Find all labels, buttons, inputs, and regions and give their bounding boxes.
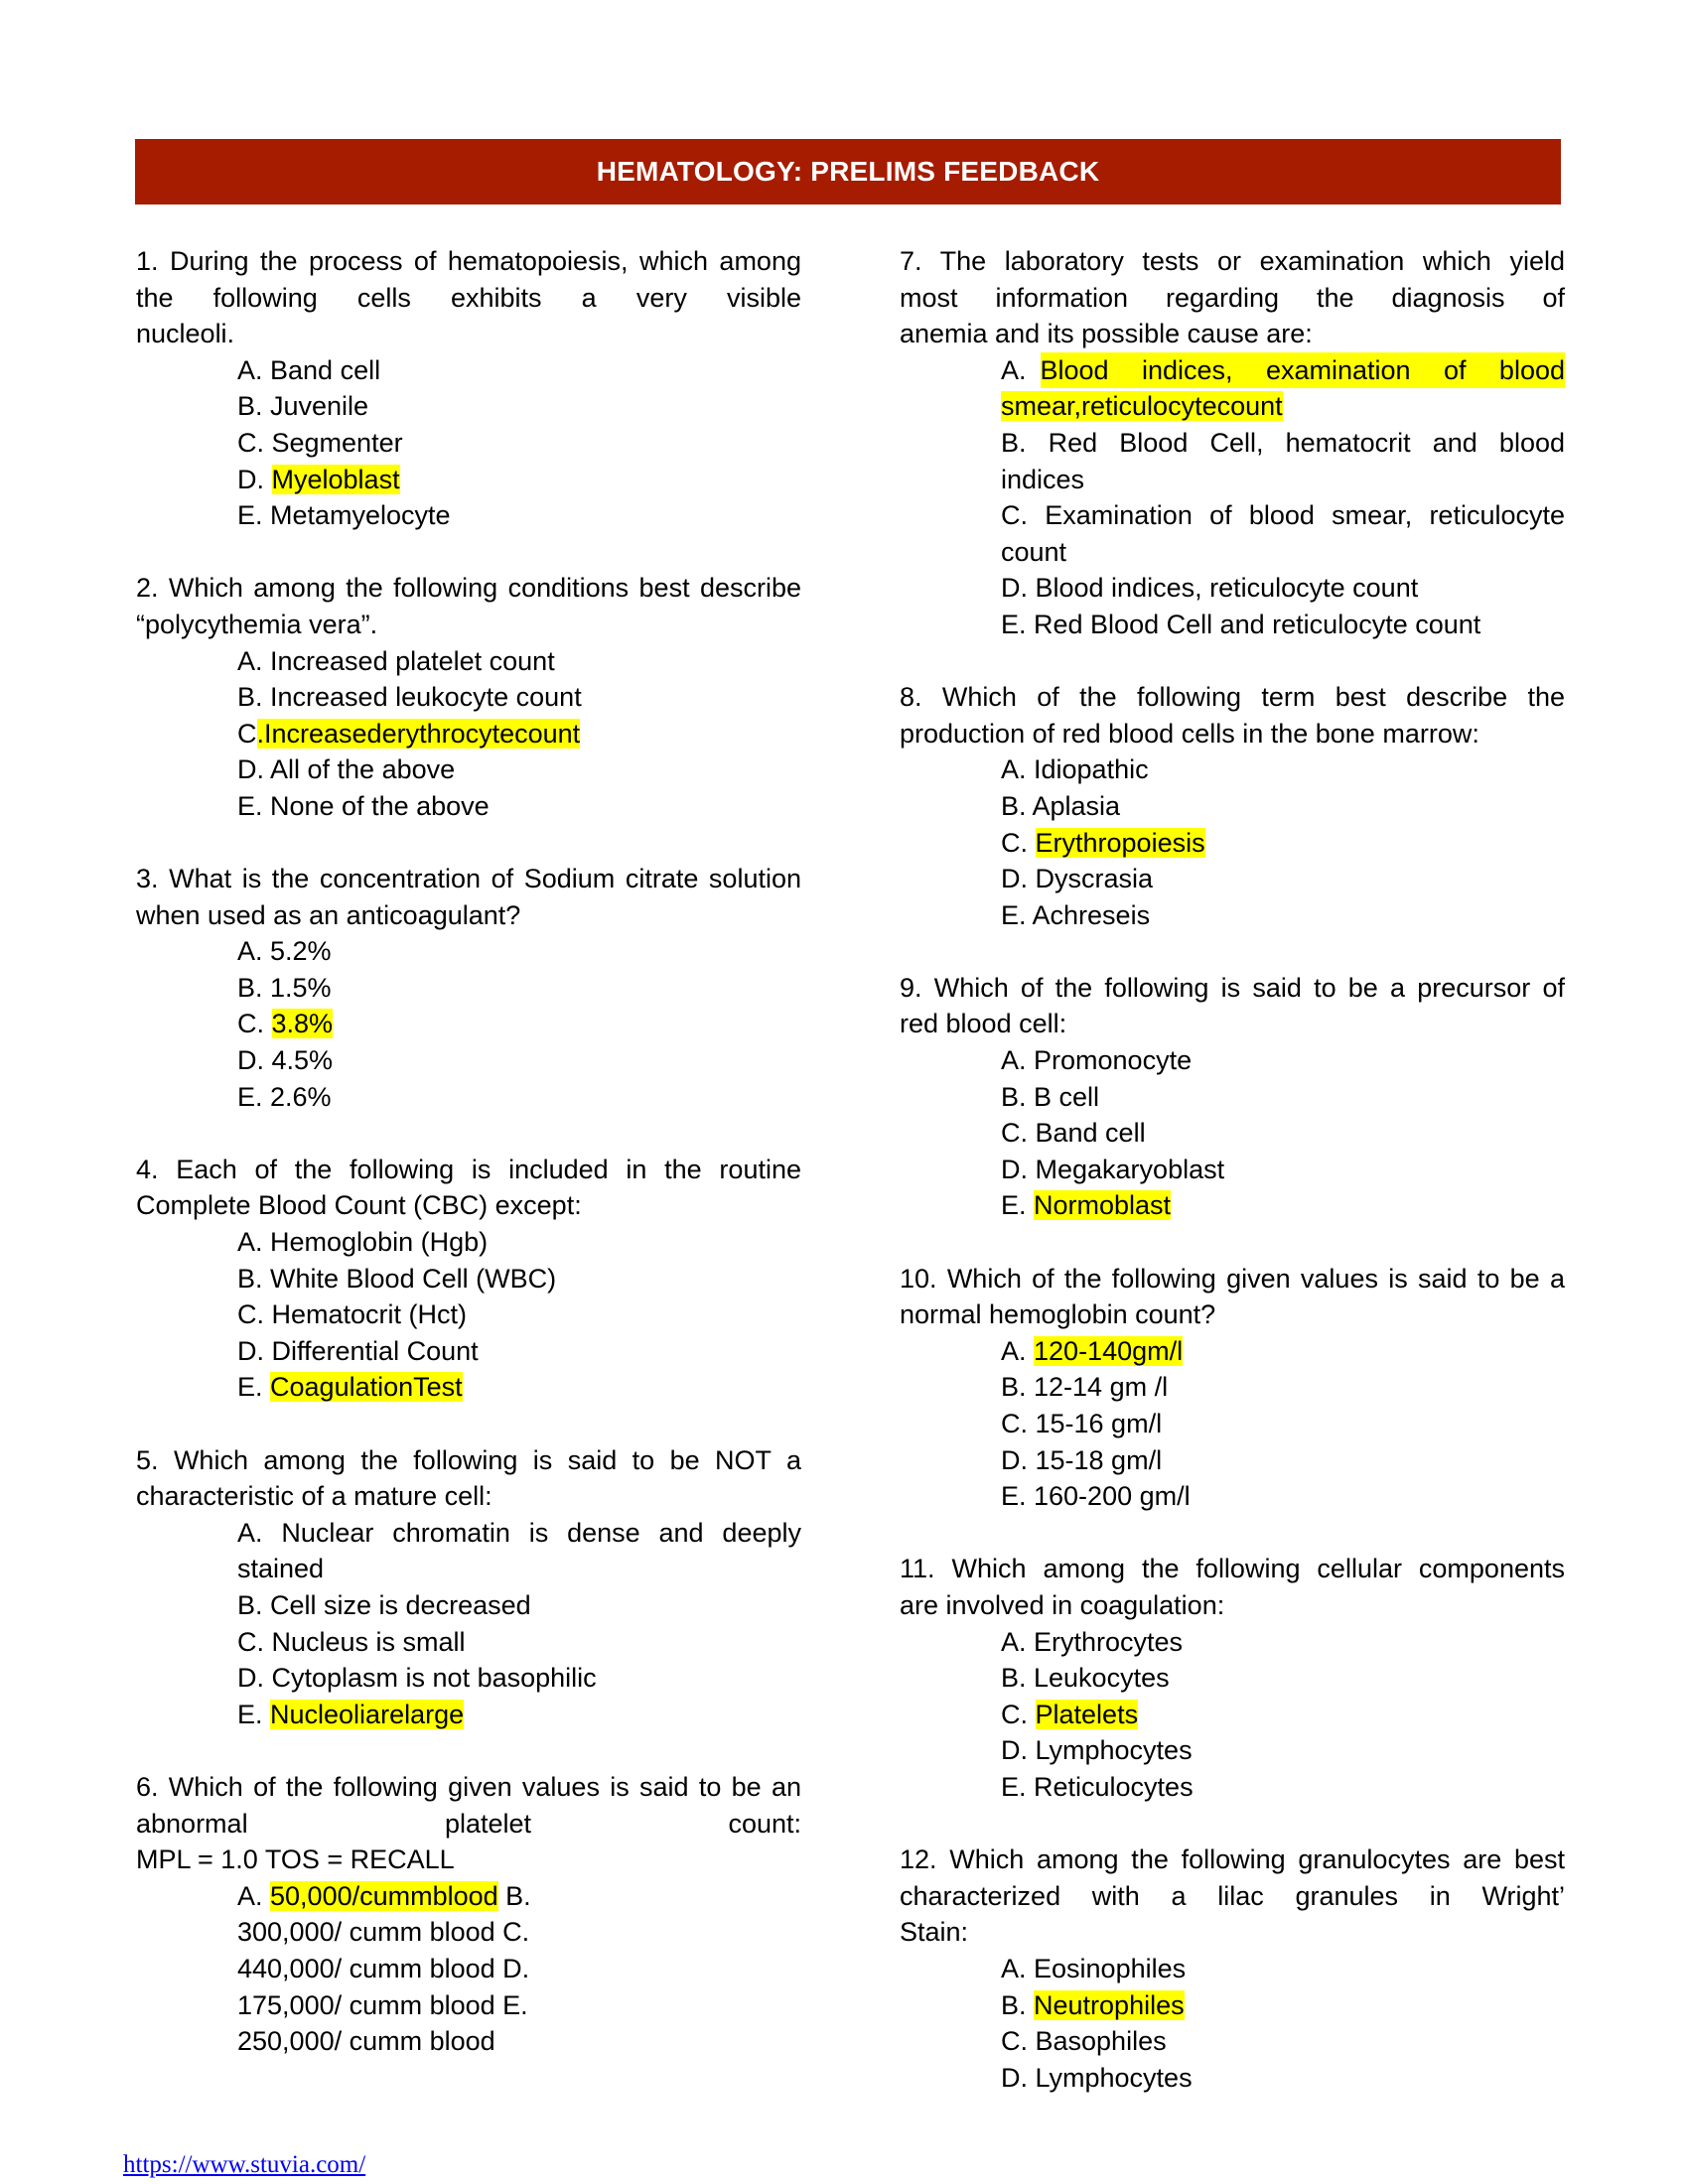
option-text: D. All of the above <box>237 754 456 785</box>
question-block <box>136 1152 801 1406</box>
answer-option <box>1001 2060 1565 2097</box>
question-stem-line: 6. Which of the following given values is said to be an <box>136 1771 801 1802</box>
question-stem-line: 2. Which among the following conditions best describe <box>136 573 801 604</box>
footer-link[interactable]: https://www.stuvia.com/ <box>123 2151 366 2178</box>
question-stem-line: 10. Which of the following given values is said to be a <box>900 1263 1565 1294</box>
option-text: B. Juvenile <box>237 391 369 422</box>
option-text: E. None of the above <box>237 790 490 821</box>
option-text: A. Erythrocytes <box>1001 1626 1184 1657</box>
answer-option <box>1001 1987 1565 2024</box>
option-text: D. Lymphocytes <box>1001 2062 1193 2093</box>
correct-answer-highlight: Normoblast <box>1034 1190 1172 1221</box>
answer-option <box>1001 1478 1565 1515</box>
answer-option <box>237 970 801 1007</box>
page-title-banner <box>135 139 1561 205</box>
option-text: B. Aplasia <box>1001 790 1121 821</box>
answer-option <box>237 1551 801 1587</box>
answer-option <box>1001 497 1565 534</box>
question-stem-line: production of red blood cells in the bone marrow: <box>900 718 1479 749</box>
answer-option <box>237 1261 801 1297</box>
option-text: D. Lymphocytes <box>1001 1735 1193 1766</box>
answer-option <box>237 1006 801 1042</box>
question-stem-line: characteristic of a mature cell: <box>136 1481 492 1512</box>
answer-option <box>237 1369 801 1406</box>
correct-answer-highlight: Neutrophiles <box>1034 1989 1185 2020</box>
answer-option <box>237 497 801 534</box>
question-stem-line: 11. Which among the following cellular components <box>900 1554 1565 1584</box>
answer-option <box>237 751 801 788</box>
question-block <box>900 679 1565 933</box>
question-stem-line: Stain: <box>900 1917 969 1948</box>
question-stem-line: 3. What is the concentration of Sodium citrate solution <box>136 864 801 894</box>
option-text: A. 5.2% <box>237 936 332 967</box>
answer-option <box>237 933 801 970</box>
option-text: E. <box>237 1372 271 1403</box>
option-text: B. Increased leukocyte count <box>237 682 582 713</box>
option-text: A. <box>1001 354 1027 385</box>
option-text: C. Band cell <box>1001 1118 1146 1149</box>
option-text: E. Metamyelocyte <box>237 500 451 531</box>
option-text: D. <box>237 464 272 494</box>
question-block <box>900 1261 1565 1515</box>
option-text: count <box>1001 536 1067 567</box>
answer-option <box>1001 1624 1565 1661</box>
answer-option <box>237 1624 801 1661</box>
question-stem-line: the following cells exhibits a very visible <box>136 282 801 313</box>
answer-option <box>237 352 801 389</box>
answer-option <box>237 1587 801 1624</box>
question-block <box>136 243 801 534</box>
answer-option <box>1001 1732 1565 1769</box>
question-stem-line: Complete Blood Count (CBC) except: <box>136 1190 582 1221</box>
option-text: B. Leukocytes <box>1001 1663 1170 1694</box>
option-text: C. <box>237 1009 272 1039</box>
answer-option <box>237 1951 801 1987</box>
correct-answer-highlight: Platelets <box>1035 1699 1139 1729</box>
option-text: E. 160-200 gm/l <box>1001 1481 1191 1512</box>
question-stem-line: 1. During the process of hematopoiesis, which among <box>136 246 801 276</box>
question-stem-line: most information regarding the diagnosis of <box>900 282 1565 313</box>
option-text: C. 15-16 gm/l <box>1001 1409 1163 1438</box>
question-stem-line: nucleoli. <box>136 319 235 349</box>
option-text: A. <box>1001 1335 1035 1366</box>
answer-option <box>237 1697 801 1733</box>
option-text: A. Band cell <box>237 354 381 385</box>
answer-option <box>1001 1187 1565 1224</box>
option-text: C. <box>1001 827 1036 858</box>
option-text: C <box>237 718 257 749</box>
answer-option <box>1001 1660 1565 1697</box>
option-text: D. Differential Count <box>237 1335 479 1366</box>
question-stem-line: characterized with a lilac granules in Wright’ <box>900 1880 1565 1911</box>
option-text: A. Hemoglobin (Hgb) <box>237 1227 489 1258</box>
answer-option <box>1001 861 1565 897</box>
answer-option <box>1001 607 1565 643</box>
answer-option <box>1001 897 1565 934</box>
option-text: D. Dyscrasia <box>1001 864 1154 894</box>
answer-option <box>237 1914 801 1951</box>
question-stem-line: 7. The laboratory tests or examination which yield <box>900 246 1565 276</box>
question-stem-line: 4. Each of the following is included in the routine <box>136 1154 801 1184</box>
option-text: D. Megakaryoblast <box>1001 1154 1225 1184</box>
page-title: HEMATOLOGY: PRELIMS FEEDBACK <box>596 156 1100 187</box>
option-text: C. Segmenter <box>237 427 403 458</box>
option-text: B. Red Blood Cell, hematocrit and blood <box>1001 427 1565 458</box>
question-stem-line: abnormal platelet count: <box>136 1808 801 1839</box>
answer-option <box>237 1333 801 1370</box>
option-text: B. Cell size is decreased <box>237 1589 531 1620</box>
question-block <box>900 1551 1565 1805</box>
answer-option <box>1001 462 1565 498</box>
answer-option <box>1001 1442 1565 1479</box>
answer-option <box>1001 788 1565 825</box>
question-stem-line: MPL = 1.0 TOS = RECALL <box>136 1844 455 1875</box>
answer-option <box>237 679 801 716</box>
answer-option <box>237 788 801 825</box>
option-text: B. 1.5% <box>237 972 332 1003</box>
answer-option <box>1001 570 1565 607</box>
option-text: D. 4.5% <box>237 1045 334 1076</box>
correct-answer-highlight: 3.8% <box>271 1009 334 1039</box>
option-text: 440,000/ cumm blood D. <box>237 1953 530 1983</box>
answer-option <box>1001 751 1565 788</box>
answer-option <box>1001 1697 1565 1733</box>
answer-option <box>1001 352 1565 389</box>
correct-answer-highlight: CoagulationTest <box>270 1372 463 1403</box>
option-text: D. 15-18 gm/l <box>1001 1444 1163 1475</box>
option-text: indices <box>1001 464 1085 494</box>
option-text: C. Hematocrit (Hct) <box>237 1299 468 1330</box>
answer-option <box>237 1878 801 1915</box>
answer-option <box>237 1224 801 1261</box>
option-text: E. <box>237 1699 271 1729</box>
answer-option <box>237 1987 801 2024</box>
answer-option <box>237 1079 801 1116</box>
correct-answer-highlight: 120-140gm/l <box>1034 1335 1184 1366</box>
question-stem-line: 12. Which among the following granulocytes are best <box>900 1844 1565 1875</box>
option-text: B. White Blood Cell (WBC) <box>237 1263 557 1294</box>
left-column <box>136 243 801 2096</box>
correct-answer-highlight: .Increasederythrocytecount <box>256 718 581 749</box>
question-stem-line: red blood cell: <box>900 1009 1067 1039</box>
option-text: B. <box>1001 1989 1035 2020</box>
answer-option <box>1001 1769 1565 1806</box>
answer-option <box>237 1042 801 1079</box>
option-text: B. <box>497 1880 531 1911</box>
question-block <box>900 1842 1565 2096</box>
option-text: A. Idiopathic <box>1001 754 1149 785</box>
answer-option <box>237 2023 801 2060</box>
correct-answer-highlight: Erythropoiesis <box>1035 827 1205 858</box>
correct-answer-highlight: Blood indices, examination of blood <box>1041 352 1565 389</box>
answer-option <box>1001 1369 1565 1406</box>
answer-option <box>1001 1333 1565 1370</box>
option-text: C. Nucleus is small <box>237 1626 466 1657</box>
option-text: C. <box>1001 1699 1036 1729</box>
question-stem-line: 8. Which of the following term best describe the <box>900 682 1565 713</box>
option-text: E. <box>1001 1190 1035 1221</box>
answer-option <box>1001 1115 1565 1152</box>
answer-option <box>237 462 801 498</box>
answer-option <box>1001 1406 1565 1442</box>
option-text: A. Increased platelet count <box>237 645 555 676</box>
option-text: 300,000/ cumm blood C. <box>237 1917 530 1948</box>
option-text: B. B cell <box>1001 1081 1100 1112</box>
question-stem-line: 9. Which of the following is said to be a precursor of <box>900 972 1565 1003</box>
question-stem-line: normal hemoglobin count? <box>900 1299 1216 1330</box>
option-text: A. Eosinophiles <box>1001 1953 1187 1983</box>
option-text: E. Red Blood Cell and reticulocyte count <box>1001 609 1481 639</box>
option-text: C. Examination of blood smear, reticulocyte <box>1001 500 1565 531</box>
answer-option <box>1001 388 1565 425</box>
answer-option <box>1001 1042 1565 1079</box>
question-block <box>136 861 801 1115</box>
correct-answer-highlight: Myeloblast <box>271 464 400 494</box>
option-text: E. 2.6% <box>237 1081 332 1112</box>
correct-answer-highlight: Nucleoliarelarge <box>270 1699 465 1729</box>
answer-option <box>237 716 801 752</box>
answer-option <box>237 388 801 425</box>
question-block <box>136 1442 801 1733</box>
option-text: E. Achreseis <box>1001 899 1151 930</box>
answer-option <box>237 1297 801 1333</box>
option-text: D. Blood indices, reticulocyte count <box>1001 573 1419 604</box>
correct-answer-highlight: 50,000/cummblood <box>270 1880 498 1911</box>
question-block <box>900 243 1565 643</box>
question-block <box>136 1769 801 2060</box>
answer-option <box>1001 2023 1565 2060</box>
question-stem-line: 5. Which among the following is said to be NOT a <box>136 1444 801 1475</box>
option-text: stained <box>237 1554 325 1584</box>
correct-answer-highlight: smear,reticulocytecount <box>1001 391 1283 422</box>
right-column <box>900 243 1565 2132</box>
option-text: C. Basophiles <box>1001 2026 1167 2057</box>
answer-option <box>1001 425 1565 462</box>
answer-option <box>237 425 801 462</box>
option-text: A. Nuclear chromatin is dense and deeply <box>237 1517 801 1548</box>
answer-option <box>1001 1152 1565 1188</box>
option-text: A. <box>237 1880 271 1911</box>
option-text: E. Reticulocytes <box>1001 1771 1194 1802</box>
answer-option <box>1001 534 1565 571</box>
option-text: D. Cytoplasm is not basophilic <box>237 1663 597 1694</box>
option-text: 175,000/ cumm blood E. <box>237 1989 528 2020</box>
option-text: A. Promonocyte <box>1001 1045 1193 1076</box>
option-text: 250,000/ cumm blood <box>237 2026 495 2057</box>
option-text: B. 12-14 gm /l <box>1001 1372 1169 1403</box>
question-block <box>136 570 801 824</box>
question-block <box>900 970 1565 1224</box>
answer-option <box>237 643 801 680</box>
question-stem-line: anemia and its possible cause are: <box>900 319 1313 349</box>
question-stem-line: are involved in coagulation: <box>900 1589 1225 1620</box>
answer-option <box>1001 825 1565 862</box>
answer-option <box>1001 1951 1565 1987</box>
answer-option <box>237 1515 801 1552</box>
answer-option <box>1001 1079 1565 1116</box>
answer-option <box>237 1660 801 1697</box>
question-stem-line: when used as an anticoagulant? <box>136 899 521 930</box>
question-stem-line: “polycythemia vera”. <box>136 609 378 639</box>
